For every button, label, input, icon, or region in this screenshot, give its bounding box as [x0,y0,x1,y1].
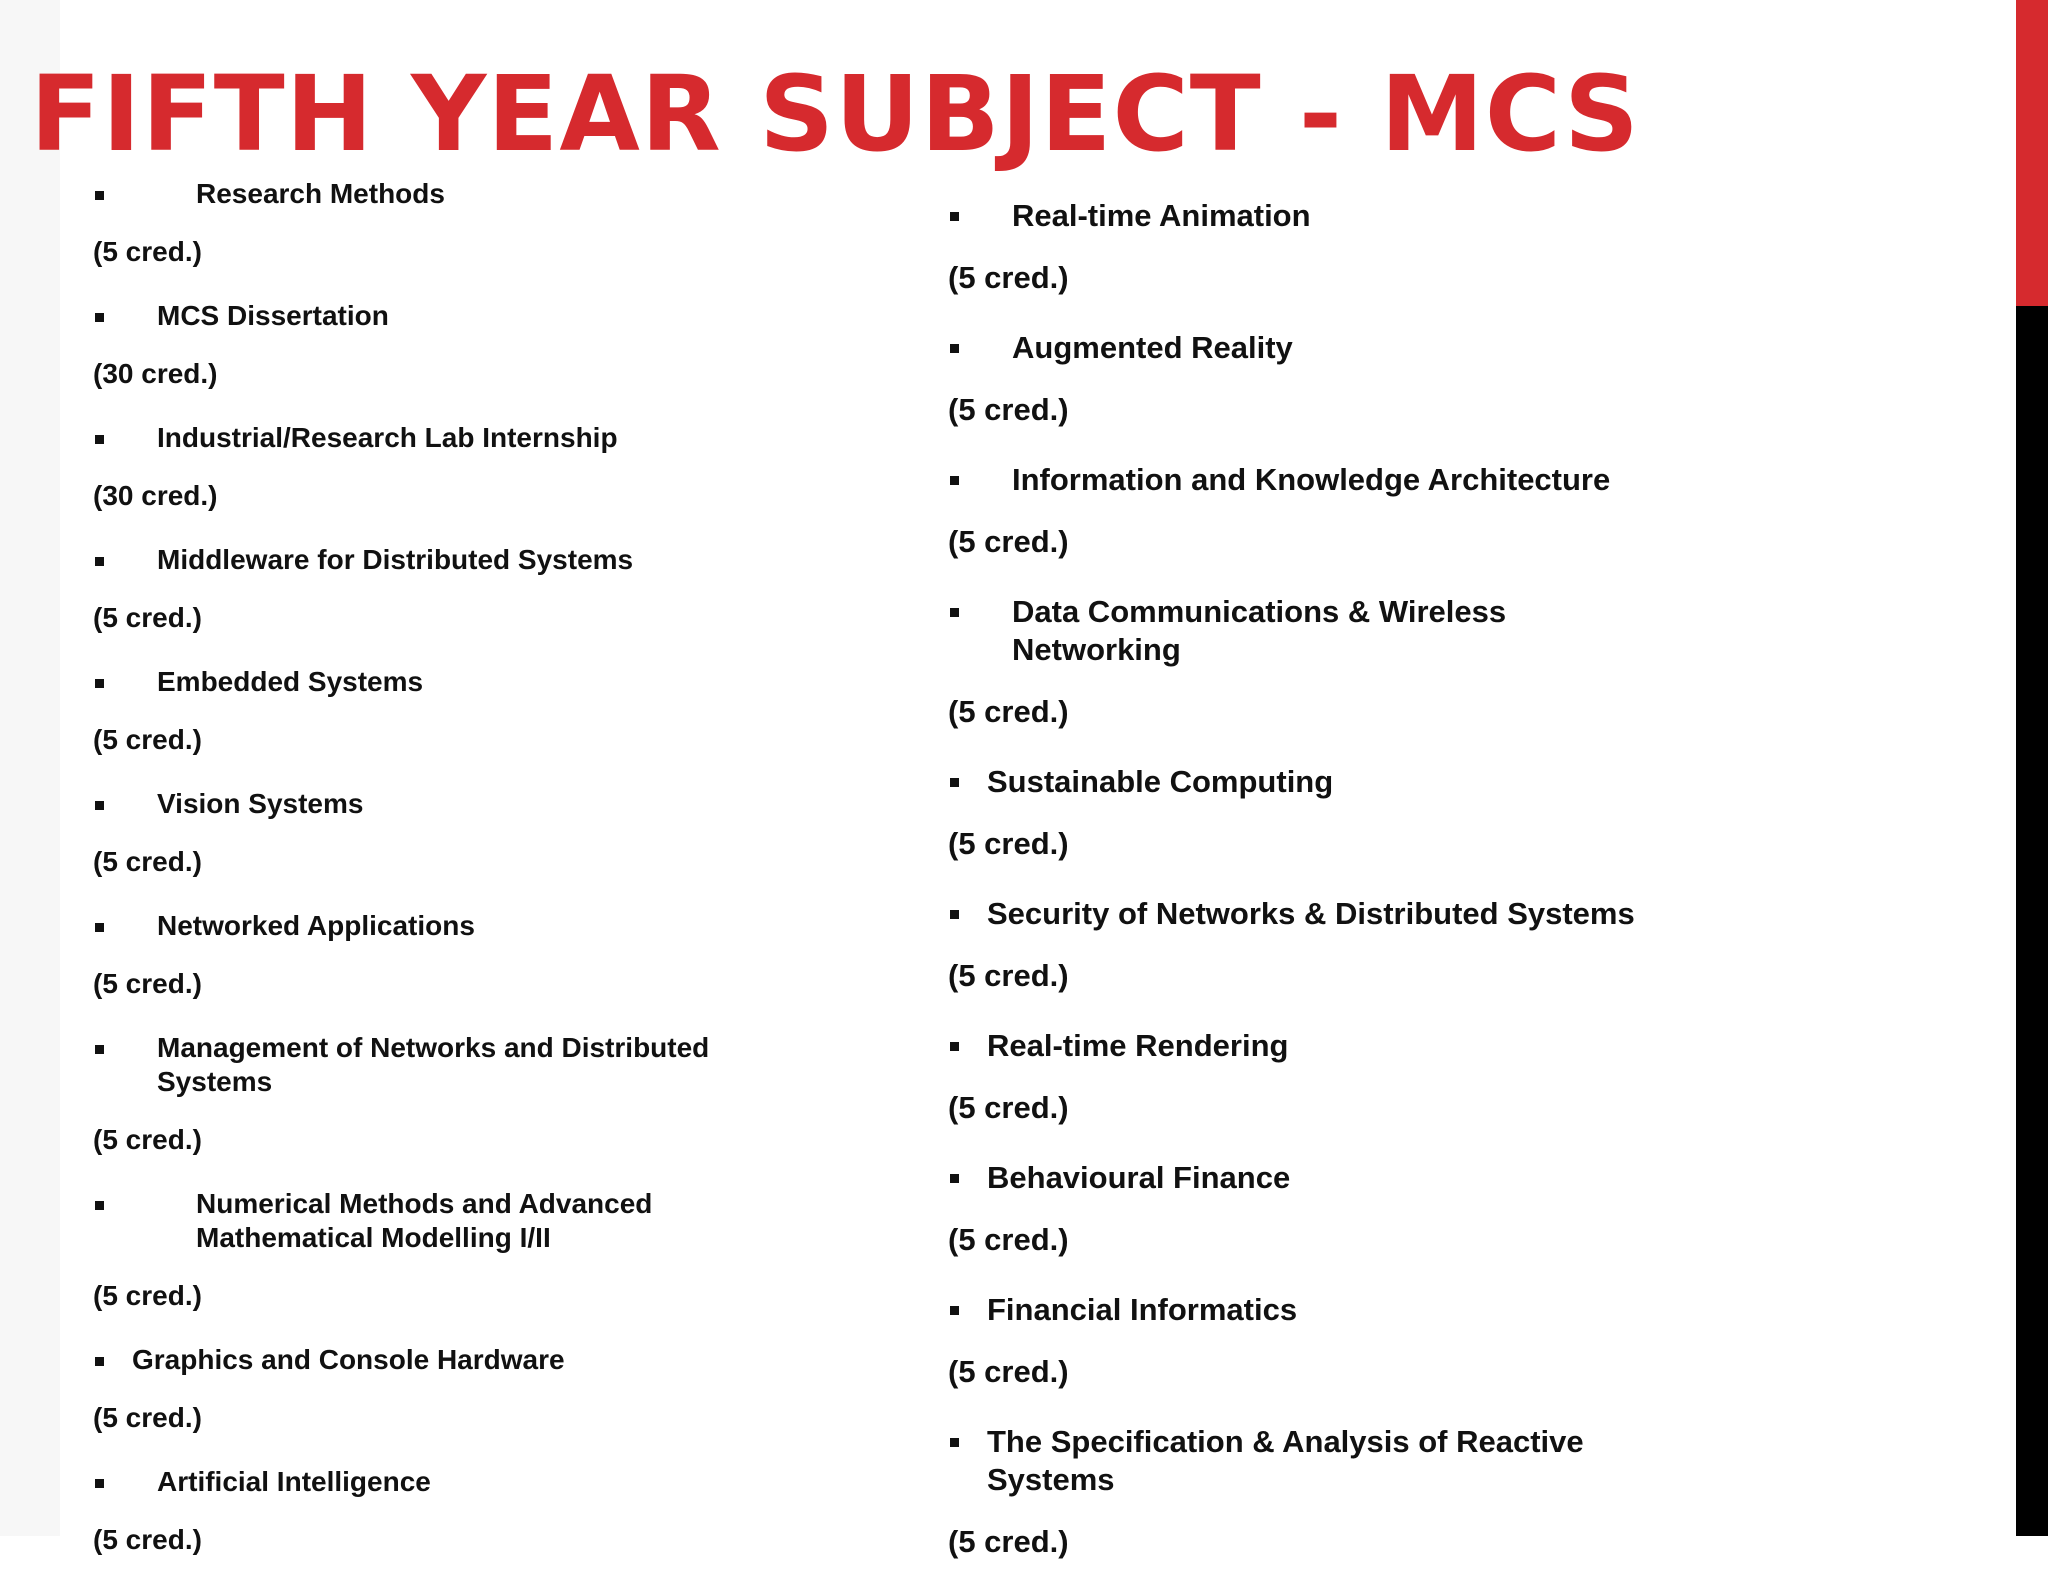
subject-credits: (5 cred.) [948,392,1069,427]
subject-item [948,1151,1708,1197]
subject-entry [93,1178,793,1334]
subject-item [948,321,1708,367]
subject-entry [948,1283,1708,1415]
subject-item [948,755,1708,801]
square-bullet-icon [95,313,104,322]
square-bullet-icon [95,801,104,810]
subject-credits: (5 cred.) [93,1124,202,1155]
subject-item [948,189,1708,235]
subject-entry [948,887,1708,1019]
subject-entry [948,1151,1708,1283]
subject-name: Security of Networks & Distributed Systems [987,896,1635,931]
subject-name: Augmented Reality [1012,330,1293,365]
subject-name: Embedded Systems [157,666,424,697]
square-bullet-icon [950,778,959,787]
subject-entry [93,656,793,778]
subject-entry [948,321,1708,453]
subject-credits: (5 cred.) [93,236,202,267]
slide-title: FIFTH YEAR SUBJECT - MCS [30,53,1640,175]
square-bullet-icon [950,212,959,221]
square-bullet-icon [950,1438,959,1447]
square-bullet-icon [950,344,959,353]
subject-entry [93,412,793,534]
subject-credits: (5 cred.) [948,1524,1069,1559]
square-bullet-icon [95,1479,104,1488]
subject-credits: (5 cred.) [93,968,202,999]
subject-name: Real-time Animation [1012,198,1311,233]
subject-entry [93,290,793,412]
subject-credits: (5 cred.) [93,1280,202,1311]
square-bullet-icon [950,910,959,919]
subject-name: The Specification & Analysis of Reactive Systems [987,1424,1584,1497]
subject-name: Data Communications & Wireless Networking [1012,594,1507,667]
subject-entry [93,168,793,290]
subject-item [93,534,793,577]
subject-credits: (5 cred.) [948,524,1069,559]
square-bullet-icon [950,1042,959,1051]
subject-item [93,1334,793,1377]
square-bullet-icon [950,476,959,485]
subject-name: Networked Applications [157,910,475,941]
square-bullet-icon [95,679,104,688]
subject-name: Middleware for Distributed Systems [157,544,634,575]
subject-entry [948,755,1708,887]
left-subject-list [93,168,793,1578]
subject-item [93,412,793,455]
subject-name: Numerical Methods and Advanced Mathematical Modelling I/II [196,1188,653,1253]
square-bullet-icon [950,608,959,617]
subject-entry [93,900,793,1022]
subject-credits: (5 cred.) [948,826,1069,861]
subject-credits: (5 cred.) [948,1090,1069,1125]
square-bullet-icon [95,923,104,932]
square-bullet-icon [95,1357,104,1366]
subject-name: Graphics and Console Hardware [132,1344,565,1375]
subject-item [948,585,1572,669]
subject-item [948,1415,1647,1499]
subject-name: Vision Systems [157,788,364,819]
subject-credits: (5 cred.) [93,846,202,877]
subject-entry [948,1415,1708,1585]
subject-item [93,1178,756,1255]
subject-credits: (5 cred.) [93,1524,202,1555]
right-subject-list [948,189,1708,1585]
square-bullet-icon [95,435,104,444]
subject-credits: (5 cred.) [948,694,1069,729]
subject-item [948,1019,1708,1065]
subject-credits: (5 cred.) [948,958,1069,993]
subject-item [93,1022,717,1099]
subject-item [93,168,793,211]
accent-bar-black [2016,306,2048,1536]
subject-entry [93,534,793,656]
square-bullet-icon [950,1174,959,1183]
subject-name: Behavioural Finance [987,1160,1291,1195]
subject-item [948,453,1708,499]
subject-credits: (30 cred.) [93,480,218,511]
accent-bar-red [2016,0,2048,306]
subject-name: Sustainable Computing [987,764,1334,799]
subject-name: Information and Knowledge Architecture [1012,462,1611,497]
subject-item [93,1456,793,1499]
subject-entry [948,189,1708,321]
subject-item [93,778,793,821]
subject-name: Real-time Rendering [987,1028,1289,1063]
left-margin-strip [0,0,60,1536]
subject-name: MCS Dissertation [157,300,389,331]
square-bullet-icon [95,1201,104,1210]
square-bullet-icon [95,191,104,200]
subject-name: Industrial/Research Lab Internship [157,422,618,453]
subject-item [948,887,1708,933]
subject-name: Financial Informatics [987,1292,1298,1327]
subject-item [948,1283,1708,1329]
subject-item [93,900,793,943]
square-bullet-icon [95,557,104,566]
subject-entry [948,453,1708,585]
subject-credits: (5 cred.) [93,724,202,755]
subject-credits: (5 cred.) [948,1222,1069,1257]
subject-credits: (30 cred.) [93,358,218,389]
square-bullet-icon [950,1306,959,1315]
subject-entry [948,585,1708,755]
subject-credits: (5 cred.) [93,602,202,633]
subject-credits: (5 cred.) [948,260,1069,295]
subject-name: Management of Networks and Distributed Systems [157,1032,710,1097]
subject-name: Research Methods [196,178,445,209]
subject-name: Artificial Intelligence [157,1466,431,1497]
subject-entry [93,1334,793,1456]
square-bullet-icon [95,1045,104,1054]
subject-item [93,656,793,699]
subject-entry [93,1456,793,1578]
subject-item [93,290,793,333]
subject-entry [948,1019,1708,1151]
subject-entry [93,778,793,900]
subject-credits: (5 cred.) [948,1354,1069,1389]
subject-credits: (5 cred.) [93,1402,202,1433]
subject-entry [93,1022,793,1178]
